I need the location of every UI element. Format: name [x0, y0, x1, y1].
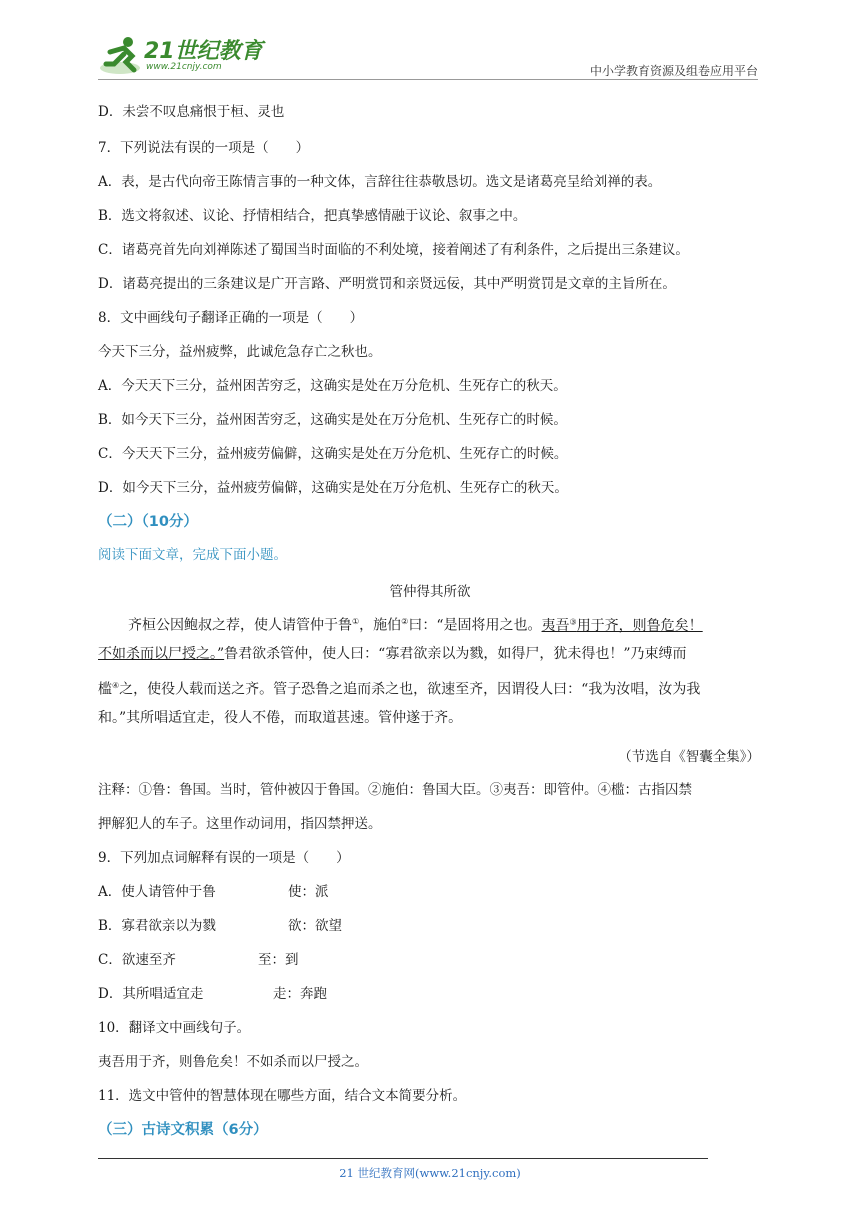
- q8-option-b: B．如今天下三分，益州困苦穷乏，这确实是处在万分危机、生死存亡的时候。: [98, 412, 567, 428]
- q8-option-c: C．今天天下三分，益州疲劳偏僻，这确实是处在万分危机、生死存亡的时候。: [98, 446, 568, 462]
- passage-line-4: 和。”其所唱适宜走，役人不倦，而取道甚速。管仲遂于齐。: [98, 710, 463, 726]
- page-header: [98, 30, 758, 80]
- passage-line-1: 齐桓公因鲍叔之荐，使人请管仲于鲁①，施伯②曰：“是固将用之也。夷吾③用于齐，则鲁危矣！: [128, 617, 703, 634]
- q9-stem: 9．下列加点词解释有误的一项是（ ）: [98, 850, 350, 866]
- q9-option-d: D．其所唱适宜走 走：奔跑: [98, 986, 327, 1002]
- q7-option-d: D．诸葛亮提出的三条建议是广开言路、严明赏罚和亲贤远佞，其中严明赏罚是文章的主旨所在。: [98, 276, 676, 292]
- q8-option-a: A．今天天下三分，益州困苦穷乏，这确实是处在万分危机、生死存亡的秋天。: [98, 378, 567, 394]
- section-3-heading: （三）古诗文积累（6分）: [98, 1122, 268, 1138]
- q10-stem: 10．翻译文中画线句子。: [98, 1020, 251, 1036]
- footer-text[interactable]: 21 世纪教育网(www.21cnjy.com): [339, 1166, 521, 1180]
- q7-option-b: B．选文将叙述、议论、抒情相结合，把真挚感情融于议论、叙事之中。: [98, 208, 527, 224]
- passage-line-3: 槛④之，使役人载而送之齐。管子恐鲁之追而杀之也，欲速至齐，因谓役人曰：“我为汝唱，汝为我: [98, 681, 701, 698]
- runner-logo-icon: [98, 34, 144, 78]
- header-divider: [98, 79, 758, 80]
- passage-source: （节选自《智囊全集》）: [618, 749, 760, 765]
- q8-option-d: D．如今天下三分，益州疲劳偏僻，这确实是处在万分危机、生死存亡的秋天。: [98, 480, 568, 496]
- q7-stem: 7．下列说法有误的一项是（ ）: [98, 140, 310, 156]
- q9-option-b: B．寡君欲亲以为戮 欲：欲望: [98, 918, 342, 934]
- passage-title: 管仲得其所欲: [389, 584, 471, 600]
- q11-stem: 11．选文中管仲的智慧体现在哪些方面，结合文本简要分析。: [98, 1088, 467, 1104]
- q7-option-c: C．诸葛亮首先向刘禅陈述了蜀国当时面临的不利处境，接着阐述了有利条件，之后提出三条建议。: [98, 242, 689, 258]
- platform-name: 中小学教育资源及组卷应用平台: [589, 64, 758, 78]
- q6-option-d: D．未尝不叹息痛恨于桓、灵也: [98, 104, 285, 120]
- q8-sentence: 今天下三分，益州疲弊，此诚危急存亡之秋也。: [98, 344, 382, 360]
- q7-option-a: A．表，是古代向帝王陈情言事的一种文体，言辞往往恭敬恳切。选文是诸葛亮呈给刘禅的表。: [98, 174, 662, 190]
- q9-option-a: A．使人请管仲于鲁 使：派: [98, 884, 329, 900]
- footer-divider: [98, 1158, 708, 1159]
- section-2-instruction: 阅读下面文章，完成下面小题。: [98, 547, 287, 563]
- logo-url: www.21cnjy.com: [146, 62, 222, 72]
- note-line-1: 注释：①鲁：鲁国。当时，管仲被囚于鲁国。②施伯：鲁国大臣。③夷吾：即管仲。④槛：古指囚禁: [98, 782, 692, 798]
- logo-text: 21世纪教育: [144, 39, 263, 64]
- q8-stem: 8．文中画线句子翻译正确的一项是（ ）: [98, 310, 364, 326]
- passage-line-2: 不如杀而以尸授之。”鲁君欲杀管仲，使人曰：“寡君欲亲以为戮，如得尸，犹未得也！”乃束缚而: [98, 646, 687, 662]
- q10-sentence: 夷吾用于齐，则鲁危矣！不如杀而以尸授之。: [98, 1054, 368, 1070]
- site-logo: [98, 34, 268, 78]
- section-2-heading: （二）（10分）: [98, 514, 198, 530]
- q9-option-c: C．欲速至齐 至：到: [98, 952, 299, 968]
- note-line-2: 押解犯人的车子。这里作动词用，指囚禁押送。: [98, 816, 382, 832]
